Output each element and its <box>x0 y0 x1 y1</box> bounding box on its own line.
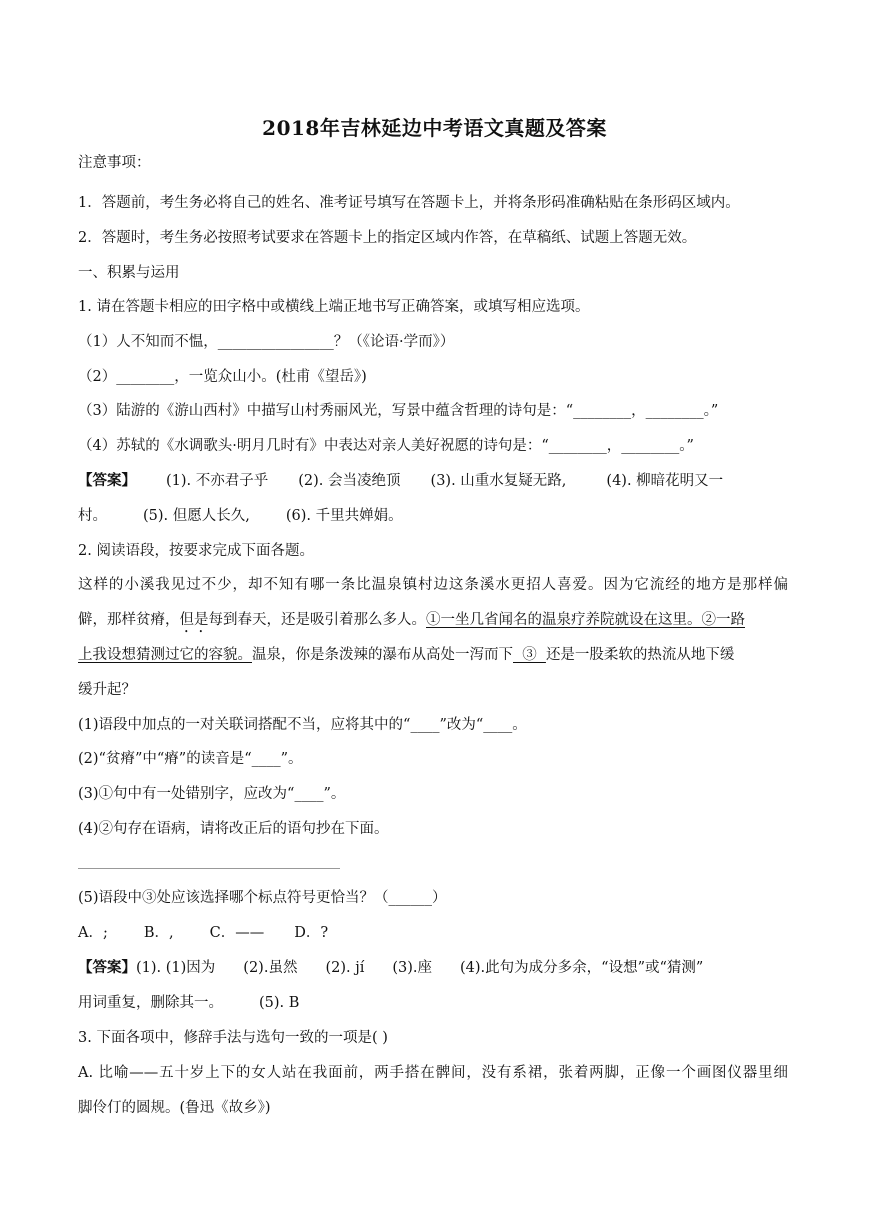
option-a: A．; <box>78 925 108 941</box>
q2-sub-3: (3)①句中有一处错别字，应改为“____”。 <box>78 786 346 802</box>
q2-sub-1: (1)语段中加点的一对关联词搭配不当，应将其中的“____”改为“____。 <box>78 717 527 733</box>
q2-answer-4: (3).座 <box>392 960 433 976</box>
passage-line-1: 这样的小溪我见过不少，却不知有哪一条比温泉镇村边这条溪水更招人喜爱。因为它流经的地方是那样偏 <box>78 577 788 593</box>
option-c: C．—— <box>209 925 265 941</box>
notice-item-2: 2．答题时，考生务必按照考试要求在答题卡上的指定区域内作答，在草稿纸、试题上答题无效。 <box>78 230 697 246</box>
q1-answer-5: (5). 但愿人长久, <box>143 508 250 524</box>
passage-text: 还是一股柔软的热流从地下缓 <box>545 647 735 663</box>
notice-item-1: 1．答题前，考生务必将自己的姓名、准考证号填写在答题卡上，并将条形码准确粘贴在条形码区域内。 <box>78 195 740 211</box>
q3-option-a-line-2: 脚伶仃的圆规。(鲁迅《故乡》) <box>78 1100 271 1116</box>
q1-answer-2: (2). 会当凌绝顶 <box>298 473 401 489</box>
q2-answer-5-cont: 用词重复，删除其一。 <box>78 995 223 1011</box>
q2-sub-4: (4)②句存在语病，请将改正后的语句抄在下面。 <box>78 821 389 837</box>
q1-part-4: （4）苏轼的《水调歌头·明月几时有》中表达对亲人美好祝愿的诗句是：“________，________。” <box>78 438 694 454</box>
q1-answer-6: (6). 千里共婵娟。 <box>285 508 403 524</box>
page-title: 2018年吉林延边中考语文真题及答案 <box>262 116 607 140</box>
passage-line-2 <box>78 610 788 636</box>
notice-heading: 注意事项： <box>78 155 151 171</box>
q2-answer-6: (5). B <box>259 995 300 1011</box>
q1-part-2: （2）________，一览众山小。(杜甫《望岳》) <box>78 369 367 385</box>
option-b: B．, <box>143 925 174 941</box>
passage-line-3 <box>78 645 788 665</box>
q1-answer-line-2 <box>78 506 788 526</box>
passage-line-4: 缓升起？ <box>78 682 136 698</box>
q1-answer-3: (3). 山重水复疑无路, <box>430 473 567 489</box>
sentence-2-underlined-cont: 上我设想猜测过它的容貌。 <box>78 647 252 663</box>
q1-part-1: （1）人不知而不愠，________________？（《论语·学而》） <box>78 334 455 350</box>
answer-blank-line <box>78 868 340 869</box>
q2-answer-5: (4).此句为成分多余，“设想”或“猜测” <box>460 960 704 976</box>
q1-answer-4: (4). 柳暗花明又一 <box>606 473 724 489</box>
q3-stem: 3. 下面各项中，修辞手法与选句一致的一项是( ) <box>78 1030 388 1046</box>
q1-answer-4-cont: 村。 <box>78 508 107 524</box>
section-heading: 一、积累与运用 <box>78 265 180 281</box>
q2-sub-2: (2)“贫瘠”中“瘠”的读音是“____”。 <box>78 751 303 767</box>
passage-text: 温泉，你是条泼辣的瀑布从高处一泻而下 <box>252 647 513 663</box>
sentence-2-underlined: ②一路 <box>701 612 745 628</box>
q3-option-a-line-1: A. 比喻——五十岁上下的女人站在我面前，两手搭在髀间，没有系裙，张着两脚，正像一个画图仪器里细 <box>78 1065 788 1081</box>
q2-answer-1: (1). (1)因为 <box>136 960 216 976</box>
q2-stem: 2. 阅读语段，按要求完成下面各题。 <box>78 543 314 559</box>
passage-text: 每到春天，还是吸引着那么多人。 <box>208 612 426 628</box>
blank-3-underlined: ③ <box>513 647 546 663</box>
passage-text: 僻，那样贫瘠， <box>78 612 180 628</box>
q1-part-3: （3）陆游的《游山西村》中描写山村秀丽风光，写景中蕴含哲理的诗句是：“________，________。” <box>78 403 719 419</box>
q1-answer-line-1 <box>78 471 788 491</box>
q2-answer-line-1 <box>78 958 788 978</box>
q1-answer-1: (1). 不亦君子乎 <box>166 473 269 489</box>
sentence-1-underlined: ①一坐几省闻名的温泉疗养院就设在这里。 <box>426 612 702 628</box>
q2-answer-line-2 <box>78 993 788 1013</box>
q2-sub-5: (5)语段中③处应该选择哪个标点符号更恰当？（______） <box>78 890 447 906</box>
q2-options <box>78 923 788 943</box>
answer-tag: 【答案】 <box>78 959 136 976</box>
answer-tag: 【答案】 <box>78 472 136 489</box>
q2-answer-3: (2). jí <box>325 960 365 976</box>
dotted-connective: 但是 <box>179 612 209 628</box>
q1-stem: 1. 请在答题卡相应的田字格中或横线上端正地书写正确答案，或填写相应选项。 <box>78 299 590 315</box>
q2-answer-2: (2).虽然 <box>243 960 298 976</box>
option-d: D．? <box>294 925 329 941</box>
